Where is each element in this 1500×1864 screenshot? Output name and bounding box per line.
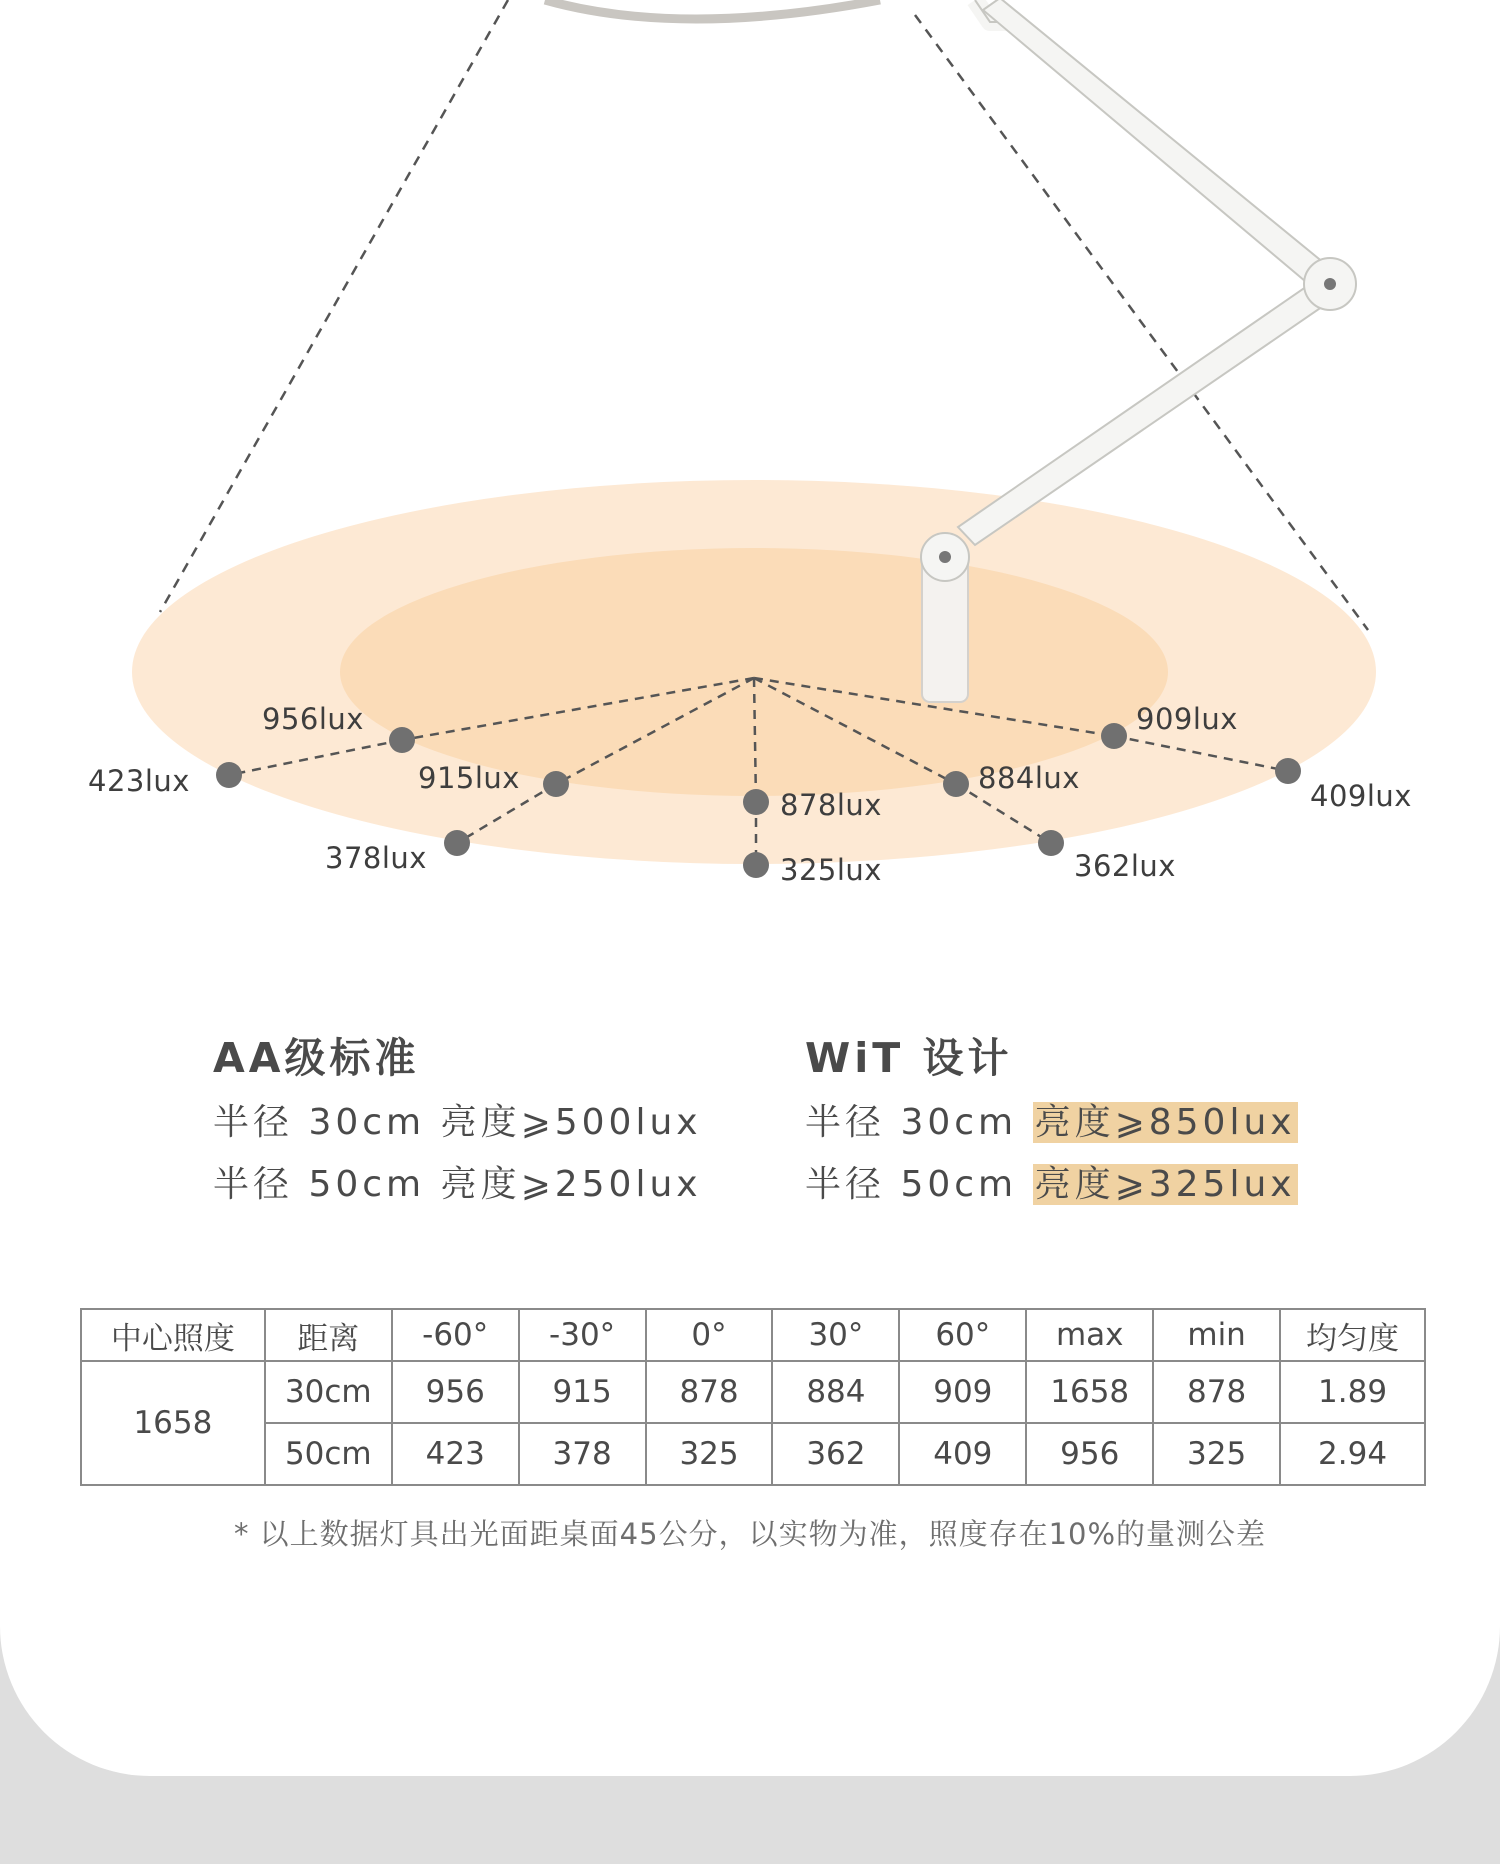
table-header-cell: max — [1026, 1309, 1153, 1361]
table-header-cell: 中心照度 — [81, 1309, 265, 1361]
lux-label: 423lux — [88, 764, 190, 798]
measurement-point — [543, 771, 569, 797]
table-cell: 1658 — [1026, 1361, 1153, 1423]
aa-standard-title: AA级标准 — [213, 1034, 420, 1082]
lux-label: 878lux — [780, 788, 882, 822]
table-cell: 30cm — [265, 1361, 392, 1423]
aa-standard-block — [213, 1030, 702, 1216]
measurement-point — [743, 789, 769, 815]
lux-label: 409lux — [1310, 779, 1412, 813]
table-header-cell: 0° — [646, 1309, 773, 1361]
table-cell: 909 — [899, 1361, 1026, 1423]
measurement-point — [943, 771, 969, 797]
lux-label: 884lux — [978, 761, 1080, 795]
table-row — [81, 1423, 1425, 1485]
wit-design-line-50cm: 半径 50cm 亮度⩾325lux — [805, 1164, 1296, 1205]
lux-label: 915lux — [418, 761, 520, 795]
table-cell: 325 — [1153, 1423, 1280, 1485]
table-header-cell: -30° — [519, 1309, 646, 1361]
lux-label: 378lux — [325, 841, 427, 875]
wit-highlight-50cm: 亮度⩾325lux — [1034, 1164, 1296, 1205]
measurement-point — [1038, 830, 1064, 856]
measurement-point — [389, 727, 415, 753]
table-cell: 378 — [519, 1423, 646, 1485]
wit-design-line-30cm: 半径 30cm 亮度⩾850lux — [805, 1102, 1296, 1143]
table-cell: 956 — [1026, 1423, 1153, 1485]
measurement-point — [1275, 758, 1301, 784]
table-cell: 50cm — [265, 1423, 392, 1485]
center-illuminance-cell: 1658 — [81, 1361, 265, 1485]
table-cell: 878 — [1153, 1361, 1280, 1423]
table-header-cell: min — [1153, 1309, 1280, 1361]
table-cell: 915 — [519, 1361, 646, 1423]
lux-label: 956lux — [262, 702, 364, 736]
aa-standard-line-30cm: 半径 30cm 亮度⩾500lux — [213, 1102, 702, 1143]
table-header-cell: 距离 — [265, 1309, 392, 1361]
footnote: * 以上数据灯具出光面距桌面45公分，以实物为准，照度存在10%的量测公差 — [233, 1517, 1267, 1551]
wit-design-block — [805, 1030, 1298, 1216]
table-cell: 956 — [392, 1361, 519, 1423]
lux-label: 325lux — [780, 853, 882, 887]
measurement-point — [216, 762, 242, 788]
wit-design-title: WiT 设计 — [805, 1034, 1013, 1082]
table-cell: 1.89 — [1280, 1361, 1425, 1423]
wit-highlight-30cm: 亮度⩾850lux — [1034, 1102, 1296, 1143]
lux-label: 909lux — [1136, 702, 1238, 736]
illuminance-table — [80, 1308, 1426, 1486]
table-row — [81, 1361, 1425, 1423]
measurement-point — [743, 852, 769, 878]
table-header-cell: 均匀度 — [1280, 1309, 1425, 1361]
lux-label: 362lux — [1074, 849, 1176, 883]
table-cell: 884 — [772, 1361, 899, 1423]
table-cell: 409 — [899, 1423, 1026, 1485]
table-header-cell: 30° — [772, 1309, 899, 1361]
measurement-point — [444, 830, 470, 856]
table-cell: 325 — [646, 1423, 773, 1485]
table-cell: 423 — [392, 1423, 519, 1485]
table-header-cell: 60° — [899, 1309, 1026, 1361]
table-header-cell: -60° — [392, 1309, 519, 1361]
table-cell: 362 — [772, 1423, 899, 1485]
measurement-point — [1101, 723, 1127, 749]
aa-standard-line-50cm: 半径 50cm 亮度⩾250lux — [213, 1164, 702, 1205]
table-cell: 2.94 — [1280, 1423, 1425, 1485]
inner-illumination-zone — [340, 548, 1168, 796]
table-header-row — [81, 1309, 1425, 1361]
table-cell: 878 — [646, 1361, 773, 1423]
